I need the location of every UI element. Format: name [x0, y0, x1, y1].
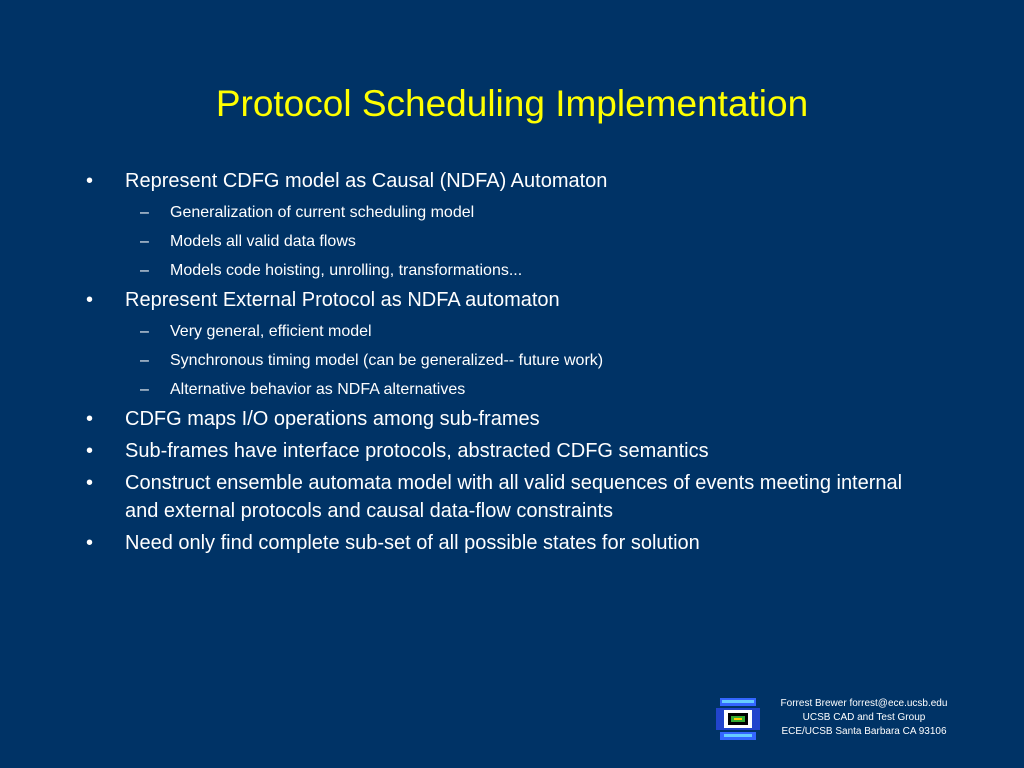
sub-bullet-item	[0, 231, 1024, 253]
bullet-item	[0, 286, 935, 314]
bullet-marker: •	[86, 440, 94, 462]
sub-bullet-item	[0, 321, 1024, 343]
bullet-item	[0, 405, 935, 433]
bullet-text: Construct ensemble automata model with all valid sequences of events meeting internal and external protocols and causal data-flow constraints	[125, 472, 903, 522]
bullet-item	[0, 529, 935, 557]
bullet-text: Sub-frames have interface protocols, abstracted CDFG semantics	[125, 440, 709, 462]
sub-bullet-text: Models code hoisting, unrolling, transformations...	[170, 262, 523, 279]
sub-bullet-text: Models all valid data flows	[170, 233, 356, 250]
dash-marker: –	[140, 352, 149, 369]
bullet-text: Represent CDFG model as Causal (NDFA) Automaton	[125, 170, 608, 192]
slide-title: Protocol Scheduling Implementation	[215, 83, 809, 124]
bullet-marker: •	[86, 170, 94, 192]
footer-address: ECE/UCSB Santa Barbara CA 93106	[781, 726, 947, 737]
dash-marker: –	[140, 233, 149, 250]
sub-bullet-item	[0, 202, 1024, 224]
sub-bullet-text: Synchronous timing model (can be generalized-- future work)	[170, 352, 604, 369]
footer	[754, 697, 974, 739]
dash-marker: –	[140, 381, 149, 398]
sub-bullet-text: Generalization of current scheduling model	[170, 204, 475, 221]
bullet-marker: •	[86, 408, 94, 430]
bullet-text: Represent External Protocol as NDFA automaton	[125, 289, 560, 311]
bullet-item	[0, 469, 935, 525]
dash-marker: –	[140, 262, 149, 279]
bullet-item	[0, 167, 935, 195]
footer-author: Forrest Brewer forrest@ece.ucsb.edu	[780, 698, 948, 709]
sub-bullet-text: Alternative behavior as NDFA alternatives	[170, 381, 466, 398]
bullet-marker: •	[86, 472, 94, 494]
sub-bullet-item	[0, 379, 1024, 401]
bullet-text: Need only find complete sub-set of all possible states for solution	[125, 532, 700, 554]
dash-marker: –	[140, 204, 149, 221]
bullet-list	[0, 167, 1024, 557]
bullet-marker: •	[86, 289, 94, 311]
bullet-item	[0, 437, 935, 465]
dash-marker: –	[140, 323, 149, 340]
bullet-text: CDFG maps I/O operations among sub-frames	[125, 408, 540, 430]
sub-bullet-item	[0, 260, 1024, 282]
footer-group: UCSB CAD and Test Group	[802, 712, 926, 723]
bullet-marker: •	[86, 532, 94, 554]
sub-bullet-text: Very general, efficient model	[170, 323, 372, 340]
sub-bullet-item	[0, 350, 1024, 372]
